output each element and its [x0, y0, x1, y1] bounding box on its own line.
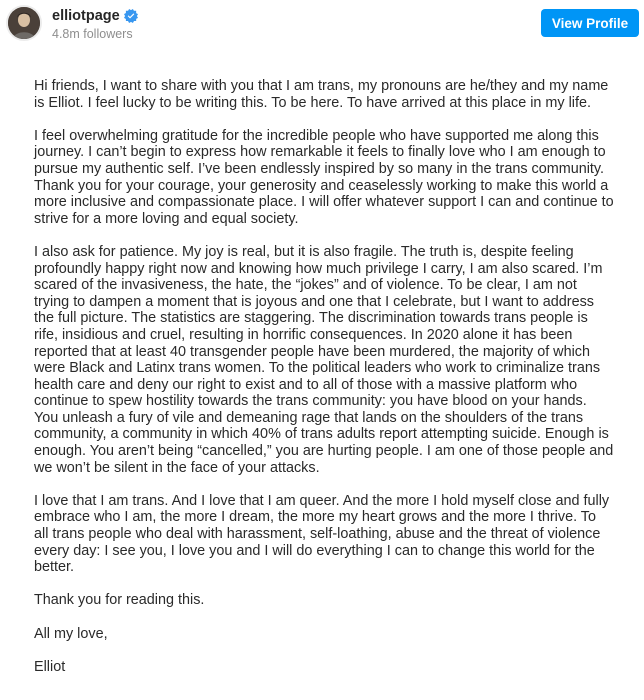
letter-closing-thanks: Thank you for reading this.	[34, 592, 205, 609]
view-profile-button[interactable]: View Profile	[541, 9, 639, 37]
user-info	[52, 6, 138, 41]
post-image	[0, 78, 644, 700]
username-row	[52, 6, 138, 26]
post-header	[0, 0, 644, 48]
letter-paragraph: Hi friends, I want to share with you that I am trans, my pronouns are he/they and my name is Elliot. I feel lucky to be writing this. To be here. To have arrived at this place in my life.	[34, 78, 609, 111]
username[interactable]: elliotpage	[52, 8, 120, 24]
letter-signoff: All my love,	[34, 625, 108, 642]
follower-count: 4.8m followers	[52, 27, 133, 41]
verified-badge-icon	[124, 9, 138, 23]
avatar-photo-icon	[8, 7, 40, 39]
letter-signature: Elliot	[34, 658, 66, 675]
letter-paragraph: I love that I am trans. And I love that I am queer. And the more I hold myself close and fully embrace who I am, the more I dream, the more my heart grows and the more I thrive. To all trans people who deal with harassment, self-loathing, abuse and the threat of violence every day: I see you, I love you and I will do everything I can to change this world for the better.	[34, 492, 610, 576]
letter-text	[34, 78, 614, 692]
avatar[interactable]	[6, 5, 42, 41]
letter-paragraph: I also ask for patience. My joy is real, but it is also fragile. The truth is, despite feeling profoundly happy right now and knowing how much privilege I carry, I am also scared. I’m scared of the invasiveness, the hate, the “jokes” and of violence. To be clear, I am not trying to dampen a moment that is joyous and one that I celebrate, but I want to address the full picture. The statistics are staggering. The discrimination towards trans people is rife, insidious and cruel, resulting in horrific consequences. In 2020 alone it has been reported that at least 40 transgender people have been murdered, the majority of which were Black and Latinx trans women. To the political leaders who work to criminalize trans health care and deny our right to exist and to all of those with a massive platform who continue to spew hostility towards the trans community: you have blood on your hands. You unleash a fury of vile and demeaning rage that lands on the shoulders of the trans community, a community in which 40% of trans adults report attempting suicide. Enough is enough. You aren’t being “cancelled,” you are hurting people. I am one of those people and we won’t be silent in the face of your attacks.	[34, 243, 614, 476]
letter-paragraph: I feel overwhelming gratitude for the incredible people who have supported me along this journey. I can’t begin to express how remarkable it feels to finally love who I am enough to pursue my authentic self. I’ve been endlessly inspired by so many in the trans community. Thank you for your courage, your generosity and ceaselessly working to make this world a more inclusive and compassionate place. I will offer whatever support I can and continue to strive for a more loving and equal society.	[34, 127, 614, 227]
